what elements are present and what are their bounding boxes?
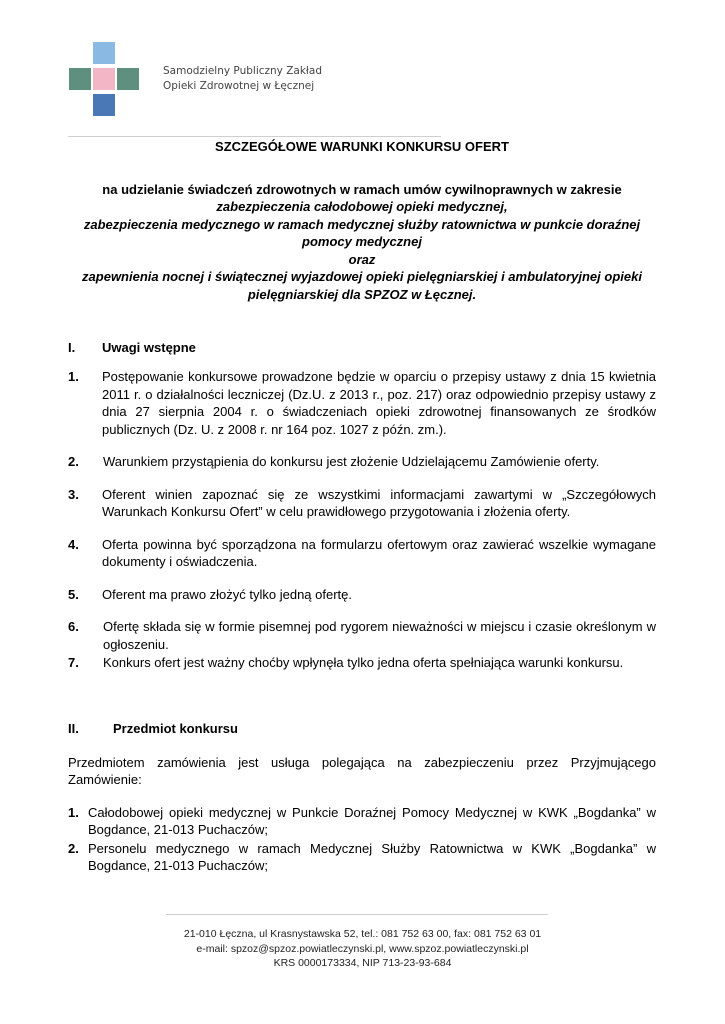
logo-line1: Samodzielny Publiczny Zakład [163, 65, 323, 77]
section2-title: Przedmiot konkursu [113, 720, 238, 736]
item-text: Oferent ma prawo złożyć tylko jedną ofertę. [102, 586, 353, 602]
subtitle-line1-bold: na udzielanie świadczeń zdrowotnych [102, 181, 337, 197]
logo-square-left [69, 68, 91, 90]
logo-square-bottom [93, 94, 115, 116]
list-item [68, 453, 656, 471]
item-text: Oferta powinna być sporządzona na formularzu ofertowym oraz zawierać wszelkie wymagane dokumenty i oświadczenia. [102, 536, 656, 569]
subtitle-line5: zapewnienia nocnej i świątecznej wyjazdowej opieki pielęgniarskiej i ambulatoryjnej opieki pielęgniarskiej dla SPZOZ w Łęcznej. [82, 269, 642, 302]
item-number: 2. [68, 454, 79, 469]
logo-square-right [117, 68, 139, 90]
item-number: 7. [68, 655, 79, 670]
item-text: Całodobowej opieki medycznej w Punkcie Doraźnej Pomocy Medycznej w KWK „Bogdanka” w Bogdance, 21-013 Puchaczów; [88, 804, 656, 837]
list-item [68, 840, 656, 875]
item-number: 1. [68, 804, 79, 820]
footer-registry: KRS 0000173334, NIP 713-23-93-684 [273, 957, 452, 969]
item-text: Warunkiem przystąpienia do konkursu jest złożenie Udzielającemu Zamówienie oferty. [103, 454, 600, 469]
item-text: Ofertę składa się w formie pisemnej pod rygorem nieważności w miejscu i czasie określonym w ogłoszeniu. [103, 619, 656, 652]
subtitle-line2: zabezpieczenia całodobowej opieki medycznej, [216, 199, 508, 214]
item-text: Oferent winien zapoznać się ze wszystkimi informacjami zawartymi w „Szczegółowych Warunkach Konkursu Ofert” w celu prawidłowego przygotowania i złożenia oferty. [102, 486, 656, 519]
document-subtitle [68, 181, 656, 304]
section2-number: II. [68, 720, 79, 736]
section2-intro: Przedmiotem zamówienia jest usługa polegająca na zabezpieczeniu przez Przyjmującego Zamówienie: [68, 754, 656, 787]
logo [68, 42, 148, 118]
item-text: Personelu medycznego w ramach Medycznej Służby Ratownictwa w KWK „Bogdanka” w Bogdance, 21-013 Puchaczów; [88, 840, 656, 873]
section1-number: I. [68, 340, 76, 355]
logo-square-top [93, 42, 115, 64]
logo-text [163, 64, 322, 94]
list-item [68, 618, 656, 653]
subtitle-line4: oraz [348, 251, 376, 267]
logo-line2: Opieki Zdrowotnej w Łęcznej [163, 80, 315, 92]
document-title: SZCZEGÓŁOWE WARUNKI KONKURSU OFERT [215, 139, 509, 154]
list-item [68, 536, 656, 571]
section1-heading [68, 339, 656, 357]
subtitle-line3: zabezpieczenia medycznego w ramach medycznej służby ratownictwa w punkcie doraźnej pomocy medycznej [83, 216, 641, 249]
item-text: Postępowanie konkursowe prowadzone będzie w oparciu o przepisy ustawy z dnia 15 kwietnia 2011 r. o działalności leczniczej (Dz.U. z 2013 r., poz. 217) oraz odpowiednio przepisy ustawy z dnia 27 sierpnia 2004 r. o świadczeniach opieki zdrowotnej finansowanych ze środków publicznych (Dz. U. z 2008 r. nr 164 poz. 1027 z późn. zm.). [102, 369, 656, 437]
list-item [68, 368, 656, 438]
item-number: 4. [68, 536, 79, 552]
document-body [68, 138, 656, 875]
item-text: Konkurs ofert jest ważny choćby wpłynęła tylko jedna oferta spełniająca warunki konkursu. [103, 655, 624, 670]
footer-contact: e-mail: spzoz@spzoz.powiatleczynski.pl, www.spzoz.powiatleczynski.pl [196, 942, 529, 955]
footer-address: 21-010 Łęczna, ul Krasnystawska 52, tel.: 081 752 63 00, fax: 081 752 63 01 [183, 928, 542, 940]
item-number: 5. [68, 586, 79, 602]
list-item [68, 486, 656, 521]
item-number: 1. [68, 369, 79, 384]
list-item [68, 804, 656, 839]
footer-divider [166, 914, 548, 915]
item-number: 3. [68, 486, 79, 502]
section1-title: Uwagi wstępne [102, 340, 196, 355]
item-number: 6. [68, 619, 79, 634]
header-divider [68, 136, 441, 137]
section2-heading [68, 720, 656, 738]
list-item [68, 586, 656, 604]
logo-square-center [93, 68, 115, 90]
list-item [68, 654, 656, 672]
page-footer [0, 927, 725, 971]
subtitle-line1-rest: w ramach umów cywilnoprawnych w zakresie [336, 181, 622, 197]
subtitle-line1 [68, 181, 656, 199]
item-number: 2. [68, 840, 79, 856]
